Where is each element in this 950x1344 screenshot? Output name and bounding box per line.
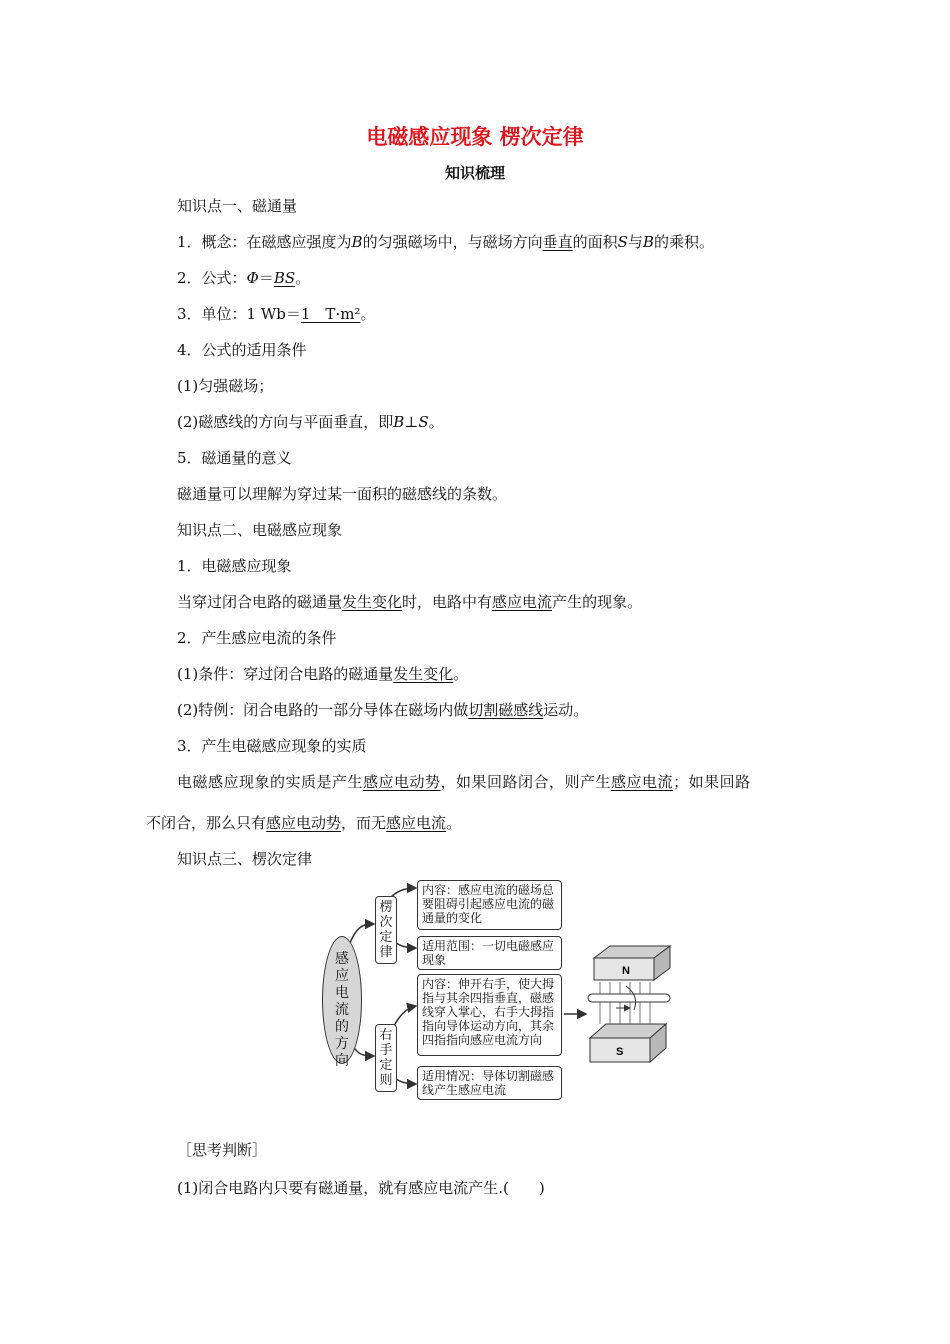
k1-item4: 4．公式的适用条件 <box>177 341 307 359</box>
center-ellipse: 感应电流的方向 <box>322 936 362 1064</box>
think-heading: ［思考判断］ <box>177 1141 268 1159</box>
k1-item5: 5．磁通量的意义 <box>177 449 292 467</box>
k2-heading: 知识点二、电磁感应现象 <box>177 521 343 539</box>
answer-blank: 感应电流 <box>386 814 447 832</box>
magnet-illustration <box>586 938 672 1068</box>
answer-blank: 感应电动势 <box>266 814 342 832</box>
rh-content-box: 内容：伸开右手，使大拇指与其余四指垂直，磁感线穿入掌心，右手大拇指指向导体运动方向，其余四指指向感应电流方向 <box>417 974 562 1056</box>
k2-item2a: (1)条件：穿过闭合电路的磁通量发生变化。 <box>177 665 469 683</box>
answer-blank: 发生变化 <box>393 665 454 683</box>
k1-item1: 1．概念：在磁感应强度为B的匀强磁场中，与磁场方向垂直的面积S与B的乘积。 <box>177 233 714 251</box>
answer-blank: 发生变化 <box>342 593 403 611</box>
answer-blank: BS <box>273 269 296 287</box>
k2-item1: 1．电磁感应现象 <box>177 557 292 575</box>
think-q1: (1)闭合电路内只要有磁通量，就有感应电流产生.( ) <box>177 1179 545 1197</box>
answer-blank: 垂直 <box>542 233 573 251</box>
k2-item2: 2．产生感应电流的条件 <box>177 629 337 647</box>
k1-item5a: 磁通量可以理解为穿过某一面积的磁感线的条数。 <box>177 485 508 503</box>
page-title: 电磁感应现象 楞次定律 <box>366 124 584 149</box>
rh-scope-box: 适用情况：导体切割磁感线产生感应电流 <box>417 1066 562 1100</box>
k1-heading: 知识点一、磁通量 <box>177 197 298 215</box>
k2-item1a: 当穿过闭合电路的磁通量发生变化时，电路中有感应电流产生的现象。 <box>177 593 643 611</box>
answer-blank: 1 T·m² <box>300 305 361 323</box>
k2-item3b: 不闭合，那么只有感应电动势，而无感应电流。 <box>146 814 462 832</box>
magnet-n-label: N <box>622 965 630 977</box>
k1-item2: 2．公式：Φ＝BS。 <box>177 269 311 287</box>
k2-item3a: 电磁感应现象的实质是产生感应电动势，如果回路闭合，则产生感应电流；如果回路 <box>177 773 751 791</box>
k3-heading: 知识点三、楞次定律 <box>177 850 313 868</box>
k1-item3: 3．单位：1 Wb＝1 T·m²。 <box>177 305 376 323</box>
k1-item4a: (1)匀强磁场； <box>177 377 274 395</box>
answer-blank: 切割磁感线 <box>468 701 544 719</box>
concept-diagram <box>318 876 674 1108</box>
lenz-content-box: 内容：感应电流的磁场总要阻碍引起感应电流的磁通量的变化 <box>417 880 562 930</box>
k1-item4b: (2)磁感线的方向与平面垂直，即B⊥S。 <box>177 413 444 431</box>
section-subtitle: 知识梳理 <box>444 164 505 182</box>
answer-blank: 感应电动势 <box>363 773 441 791</box>
k2-item3: 3．产生电磁感应现象的实质 <box>177 737 367 755</box>
lenz-scope-box: 适用范围：一切电磁感应现象 <box>417 936 562 970</box>
right-hand-rule-box: 右手定则 <box>375 1024 397 1092</box>
k2-item2b: (2)特例：闭合电路的一部分导体在磁场内做切割磁感线运动。 <box>177 701 589 719</box>
answer-blank: 感应电流 <box>492 593 553 611</box>
lenz-law-box: 楞次定律 <box>375 896 397 964</box>
magnet-s-label: S <box>616 1046 624 1058</box>
answer-blank: 感应电流 <box>611 773 674 791</box>
